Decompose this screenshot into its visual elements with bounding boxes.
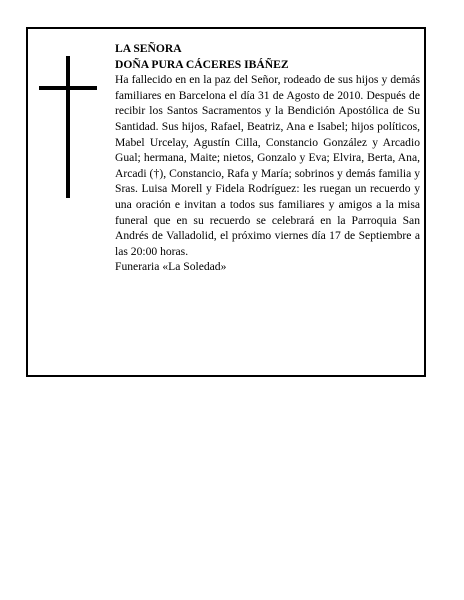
notice-title: LA SEÑORA xyxy=(115,42,182,55)
notice-text-block xyxy=(115,41,420,275)
obituary-notice xyxy=(26,27,426,377)
cross-horizontal-bar xyxy=(39,86,97,90)
cross-icon xyxy=(39,56,97,198)
deceased-name: DOÑA PURA CÁCERES IBÁÑEZ xyxy=(115,57,289,71)
notice-body: Ha fallecido en en la paz del Señor, rodeado de sus hijos y demás familiares en Barcelona el día 31 de Agosto de 2010. Después de recibir los Santos Sacramentos y la Bendición Apostólica de Su Santidad. Sus hijos, Rafael, Beatriz, Ana e Isabel; hijos políticos, Mabel Urcelay, Agustín Cilla, Constancio González y Arcadio Gual; hermana, Maite; nietos, Gonzalo y Eva; Elvira, Berta, Ana, Arcadi (†), Constancio, Rafa y María; sobrinos y demás familia y Sras. Luisa Morell y Fidela Rodríguez: les ruegan un recuerdo y una oración e invitan a todos sus familiares y amigos a la misa funeral que en su recuerdo se celebrará en la Parroquia San Andrés de Valladolid, el próximo viernes día 17 de Septiembre a las 20:00 horas. xyxy=(115,73,420,258)
funeral-home: Funeraria «La Soledad» xyxy=(115,260,227,274)
cross-vertical-bar xyxy=(66,56,70,198)
